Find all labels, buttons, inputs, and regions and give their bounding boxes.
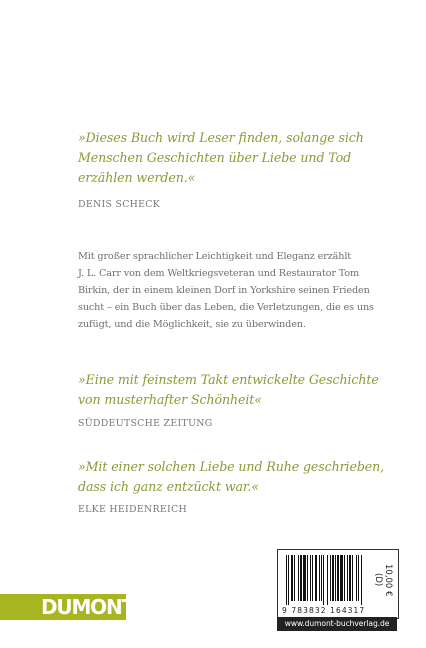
description-line: sucht – ein Buch über das Leben, die Verletzungen, die es uns <box>78 302 374 313</box>
quote-line: dass ich ganz entzückt war.« <box>78 479 259 494</box>
description-line: Birkin, der in einem kleinen Dorf in Yorkshire seinen Frieden <box>78 285 370 296</box>
dumont-logo: DUMONT <box>41 595 134 619</box>
price-label: 10,00 € (D) <box>373 563 393 597</box>
quote-line: »Dieses Buch wird Leser finden, solange sich <box>78 130 364 145</box>
quote-sz <box>78 370 379 410</box>
quote-author: DENIS SCHECK <box>78 199 161 210</box>
quote-author: ELKE HEIDENREICH <box>78 504 187 515</box>
quote-line: »Eine mit feinstem Takt entwickelte Geschichte <box>78 372 379 387</box>
quote-author: SÜDDEUTSCHE ZEITUNG <box>78 418 213 429</box>
description-line: Mit großer sprachlicher Leichtigkeit und Eleganz erzählt <box>78 251 352 262</box>
description-line: J. L. Carr von dem Weltkriegsveteran und Restaurator Tom <box>78 268 360 279</box>
isbn-number: 9 783832 164317 <box>282 606 366 615</box>
isbn-barcode <box>277 549 399 619</box>
description-line: zufügt, und die Möglichkeit, sie zu überwinden. <box>78 319 306 330</box>
book-description <box>78 248 418 333</box>
quote-line: von musterhafter Schönheit« <box>78 392 262 407</box>
quote-scheck <box>78 128 364 188</box>
quote-line: »Mit einer solchen Liebe und Ruhe geschrieben, <box>78 459 385 474</box>
publisher-url: www.dumont-buchverlag.de <box>277 617 397 631</box>
logo-bar <box>0 594 40 620</box>
quote-line: Menschen Geschichten über Liebe und Tod <box>78 150 352 165</box>
barcode-bars <box>284 555 379 605</box>
quote-heidenreich <box>78 457 384 497</box>
quote-line: erzählen werden.« <box>78 170 196 185</box>
